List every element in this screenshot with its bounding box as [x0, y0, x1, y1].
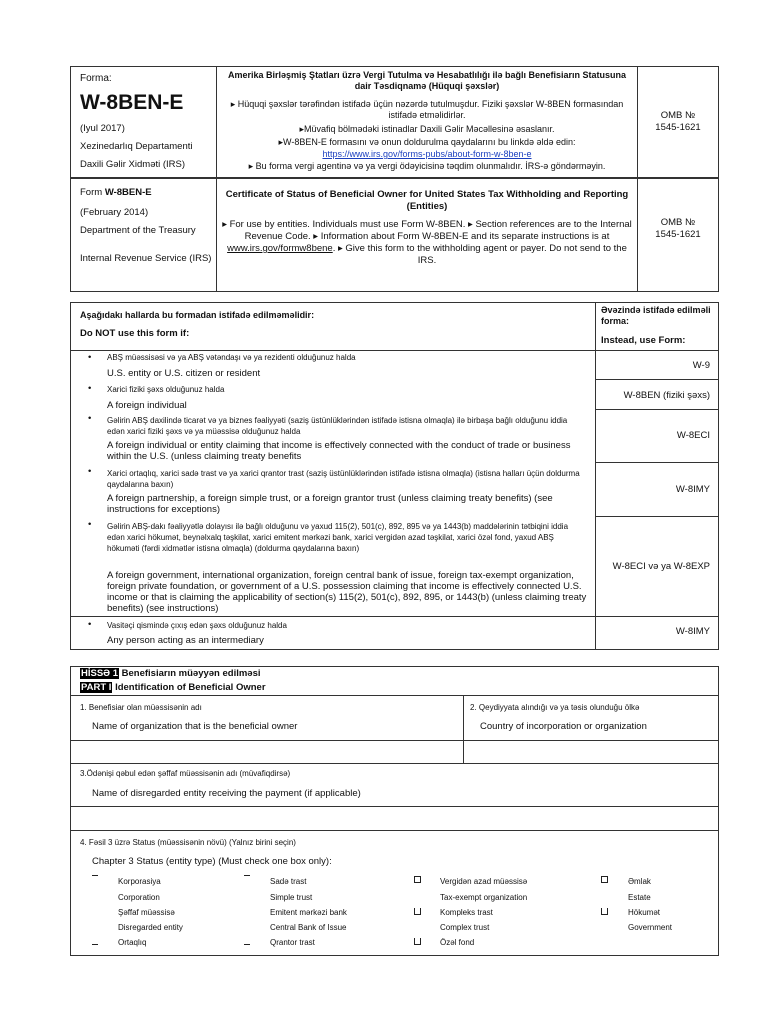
checkbox-corporation[interactable] [92, 875, 98, 876]
option-az: Şəffaf müəssisə [118, 908, 175, 917]
option-en: Corporation [118, 893, 160, 902]
row-form: W-8ECI [676, 430, 710, 441]
q1-en: Name of organization that is the beneficial owner [92, 721, 298, 732]
form-number-en: W-8BEN-E [104, 187, 152, 198]
part-heading [80, 682, 266, 693]
not-use-heading-en: Do NOT use this form if: [80, 328, 190, 339]
option-en: Complex trust [440, 923, 490, 932]
option-en: Government [628, 923, 673, 932]
row-form: W-8IMY [675, 626, 710, 637]
part-title: Identification of Beneficial Owner [115, 682, 266, 693]
row-form: W-8ECI və ya W-8EXP [612, 561, 710, 572]
dept-az: Xezinedarlıq Departamenti [80, 141, 193, 152]
q1-input[interactable] [71, 741, 462, 762]
part-label: PART I [81, 682, 112, 693]
q4-az: 4. Fəsil 3 üzrə Status (müəssisənin növü) (Yalnız birini seçin) [80, 838, 296, 847]
row-az: Vasitəçi qismində çıxış edən şəxs olduğunuz halda [107, 621, 287, 630]
instr-line3-az: ▸W-8BEN-E formasını və onun doldurulma qaydalarını bu linkdə əldə edin: [278, 137, 576, 147]
option-en: Simple trust [270, 893, 313, 902]
option-az: Korporasiya [118, 877, 161, 886]
option-az: Emitent mərkəzi bank [270, 908, 347, 917]
hisse-title: Benefisiarın müəyyən edilməsi [121, 668, 261, 679]
option-az: Sadə trast [270, 877, 307, 886]
row-az: Xarici ortaqlıq, xarici sadə trast və ya xarici qrantor trast (saziş üstünlüklərindən istifadə istisna olmaqla) (istisna halları üçün doldurma qaydalarına baxın) [107, 469, 580, 489]
q1-az: 1. Benefisiar olan müəssisənin adı [80, 703, 202, 712]
form-number-az: W-8BEN-E [80, 91, 184, 114]
row-az: Gəlirin ABŞ daxilində ticarət və ya biznes fəaliyyəti (saziş üstünlüklərindən istifadə istisna olmaqla) ilə birbaşa bağlı olduğunu iddia edən xarici fiziki şəxs və ya müəssisə olduğunuz halda [107, 416, 568, 436]
option-az: Vergidən azad müəssisə [440, 877, 528, 886]
irs-az: Daxili Gəlir Xidməti (IRS) [80, 159, 186, 170]
option-az: Kompleks trast [440, 908, 493, 917]
instr-line1-az: ▸ Hüquqi şəxslər tərəfindən istifadə üçün nəzərdə tutulmuşdur. Fiziki şəxslər W-8BEN formasından istifadə etməlidirlər. [230, 99, 624, 120]
hisse-label: HİSSƏ 1 [81, 668, 118, 679]
instr-line2-az: ▸Müvafiq bölmədəki istinadlar Daxili Gəlir Məcəllesinə əsaslanır. [299, 124, 555, 134]
checkbox-grantor-trust[interactable] [244, 944, 250, 945]
option-en: Estate [628, 893, 651, 902]
row-az: ABŞ müəssisəsi və ya ABŞ vətəndaşı və ya rezidenti olduğunuz halda [107, 353, 356, 362]
row-en: U.S. entity or U.S. citizen or resident [107, 368, 261, 379]
instead-en: Instead, use Form: [601, 335, 686, 346]
title-az: Amerika Birləşmiş Ştatları üzrə Vergi Tutulma və Hesabatlılığı ilə bağlı Benefisiarın Statusuna dair Təsdiqnamə (Hüquqi şəxslər) [228, 70, 626, 91]
option-en: Central Bank of Issue [270, 923, 347, 932]
q2-input[interactable] [464, 741, 718, 762]
option-az: Özəl fond [440, 938, 475, 947]
checkbox-tax-exempt[interactable] [414, 876, 421, 883]
option-az: Əmlak [628, 877, 651, 886]
q3-input[interactable] [71, 807, 718, 829]
option-az: Qrantor trast [270, 938, 315, 947]
checkbox-estate[interactable] [601, 876, 608, 883]
row-form: W-9 [692, 360, 710, 371]
irs-link-az[interactable]: https://www.irs.gov/forms-pubs/about-form-w-8ben-e [322, 149, 532, 159]
q2-en: Country of incorporation or organization [480, 721, 647, 732]
option-az: Ortaqlıq [118, 938, 147, 947]
forma-label: Forma: [80, 73, 112, 84]
row-en: Any person acting as an intermediary [107, 635, 264, 646]
row-form: W-8IMY [675, 484, 710, 495]
form-label-en: Form [80, 187, 103, 198]
checkbox-complex-trust[interactable] [414, 908, 421, 915]
checkbox-simple-trust[interactable] [244, 875, 250, 876]
row-en: A foreign individual [107, 400, 187, 411]
checkbox-partnership[interactable] [92, 944, 98, 945]
row-form: W-8BEN (fiziki şəxs) [623, 390, 710, 401]
checkbox-private-foundation[interactable] [414, 938, 421, 945]
q4-en: Chapter 3 Status (entity type) (Must check one box only): [92, 856, 332, 867]
row-en: A foreign partnership, a foreign simple trust, or a foreign grantor trust (unless claiming treaty benefits) (see instructions for exceptions) [107, 493, 553, 515]
row-az: Xarici fiziki şəxs olduğunuz halda [107, 385, 225, 394]
instr-line4-az: ▸ Bu forma vergi agentinə və ya vergi ödəyicisinə təqdim olunmalıdır. İRS-ə göndərməyin. [248, 161, 606, 171]
row-en: A foreign government, international organization, foreign central bank of issue, foreign tax-exempt organization, foreign private foundation, or government of a U.S. possession claiming that income is effectively connected U.S. income or that is claiming the applicability of section(s) 115(2), 501(c), 892, 895, or 1443(b) (unless claiming treaty benefits) (see instructions) [107, 570, 587, 614]
not-use-heading-az: Aşağıdakı hallarda bu formadan istifadə edilməməlidir: [80, 310, 315, 320]
omb-en: OMB № 1545-1621 [655, 217, 701, 240]
option-az: Hökumət [628, 908, 661, 917]
q3-en: Name of disregarded entity receiving the payment (if applicable) [92, 788, 361, 799]
dept-en: Department of the Treasury [80, 225, 196, 236]
form-date-en: (February 2014) [80, 207, 149, 218]
option-en: Tax-exempt organization [440, 893, 528, 902]
q2-az: 2. Qeydiyyata alındığı və ya təsis olunduğu ölkə [470, 703, 640, 712]
irs-link-en[interactable]: www.irs.gov/formw8bene [227, 243, 333, 254]
q3-az: 3.Ödənişi qəbul edən şəffaf müəssisənin adı (müvafiqdirsə) [80, 769, 291, 778]
row-az: Gəlirin ABŞ-dakı fəaliyyətlə dolayısı ilə bağlı olduğunu və yaxud 115(2), 501(c), 892, 895 və ya 1443(b) maddələrinin tətbiqini iddia edən xarici hökumət, beynəlxalq təşkilat, xarici emitent mərkəzi bank, xarici vergidən azad təşkilat, xarici özəl fond, yaxud ABŞ hökuməti (fərdi xidmətlər istisna olmaqla) (doldurma qaydalarına baxın) [107, 522, 569, 553]
row-en: A foreign individual or entity claiming that income is effectively connected with the conduct of trade or business within the U.S. (unless claiming treaty benefits [107, 440, 571, 462]
instead-az: Əvəzində istifadə edilməli forma: [601, 305, 711, 326]
irs-en: Internal Revenue Service (IRS) [80, 253, 212, 264]
form-date-az: (Iyul 2017) [80, 123, 125, 134]
hisse-heading [80, 668, 261, 679]
instr-en: ▸ For use by entities. Individuals must use Form W-8BEN. ▸ Section references are to the Internal Revenue Code. ▸ Information about Form W-8BEN-E and its separate instructions is at www.irs.gov/formw8bene. ▸ Give this form to the withholding agent or payer. Do not send to the IRS. [222, 219, 632, 266]
checkbox-government[interactable] [601, 908, 608, 915]
omb-az: OMB № 1545-1621 [655, 110, 701, 133]
title-en: Certificate of Status of Beneficial Owner for United States Tax Withholding and Reporting (Entities) [225, 189, 629, 212]
option-en: Disregarded entity [118, 923, 183, 932]
